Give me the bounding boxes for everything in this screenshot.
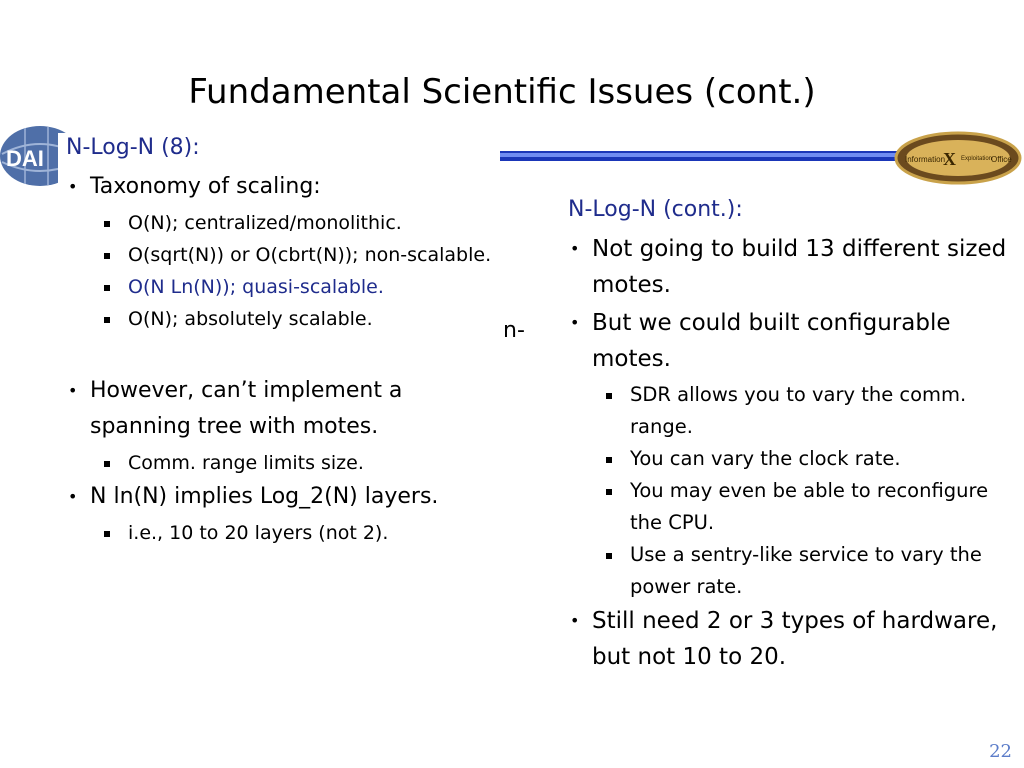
ixo-word-exploitation: Exploitation — [961, 156, 993, 162]
right-heading: N-Log-N (cont.): — [568, 197, 743, 222]
bullet-item: • N ln(N) implies Log_2(N) layers. — [58, 479, 500, 515]
slide-title: Fundamental Scientific Issues (cont.) — [188, 72, 816, 112]
header-rule — [500, 151, 905, 161]
bullet-item: • Taxonomy of scaling: — [58, 169, 500, 205]
sub-bullet-item: O(N); centralized/monolithic. — [58, 207, 500, 239]
sub-bullet-item: SDR allows you to vary the comm. range. — [560, 379, 1010, 443]
sub-bullet-item-highlight: O(N Ln(N)); quasi-scalable. — [58, 271, 500, 303]
sub-bullet-item: You can vary the clock rate. — [560, 443, 1010, 475]
bullet-item: • But we could built configurable motes. — [560, 305, 1010, 377]
bullet-item: • However, can’t implement a spanning tree with motes. — [58, 373, 500, 445]
sub-bullet-item: You may even be able to reconfigure the CPU. — [560, 475, 1010, 539]
bullet-item: • Still need 2 or 3 types of hardware, but not 10 to 20. — [560, 603, 1010, 675]
ixo-logo — [893, 130, 1023, 186]
bullet-item: • Not going to build 13 different sized motes. — [560, 231, 1010, 303]
stray-text-fragment: n- — [503, 318, 525, 343]
left-text-box — [58, 133, 500, 663]
slide-number: 22 — [989, 741, 1012, 762]
sub-bullet-item: Comm. range limits size. — [58, 447, 500, 479]
right-bullet-list — [560, 231, 1010, 675]
sub-bullet-item: O(sqrt(N)) or O(cbrt(N)); non-scalable. — [58, 239, 500, 271]
left-heading: N-Log-N (8): — [66, 135, 200, 160]
sub-bullet-item: O(N); absolutely scalable. — [58, 303, 500, 335]
right-text-box — [560, 195, 1010, 677]
ixo-word-information: Information — [905, 155, 946, 164]
list-spacer — [58, 335, 500, 373]
svg-text:X: X — [943, 149, 956, 169]
ixo-word-office: Office — [991, 155, 1012, 164]
sub-bullet-item: i.e., 10 to 20 layers (not 2). — [58, 517, 500, 549]
sub-bullet-item: Use a sentry-like service to vary the power rate. — [560, 539, 1010, 603]
darpa-logo-text: DAI — [6, 146, 44, 171]
left-bullet-list — [58, 169, 500, 549]
